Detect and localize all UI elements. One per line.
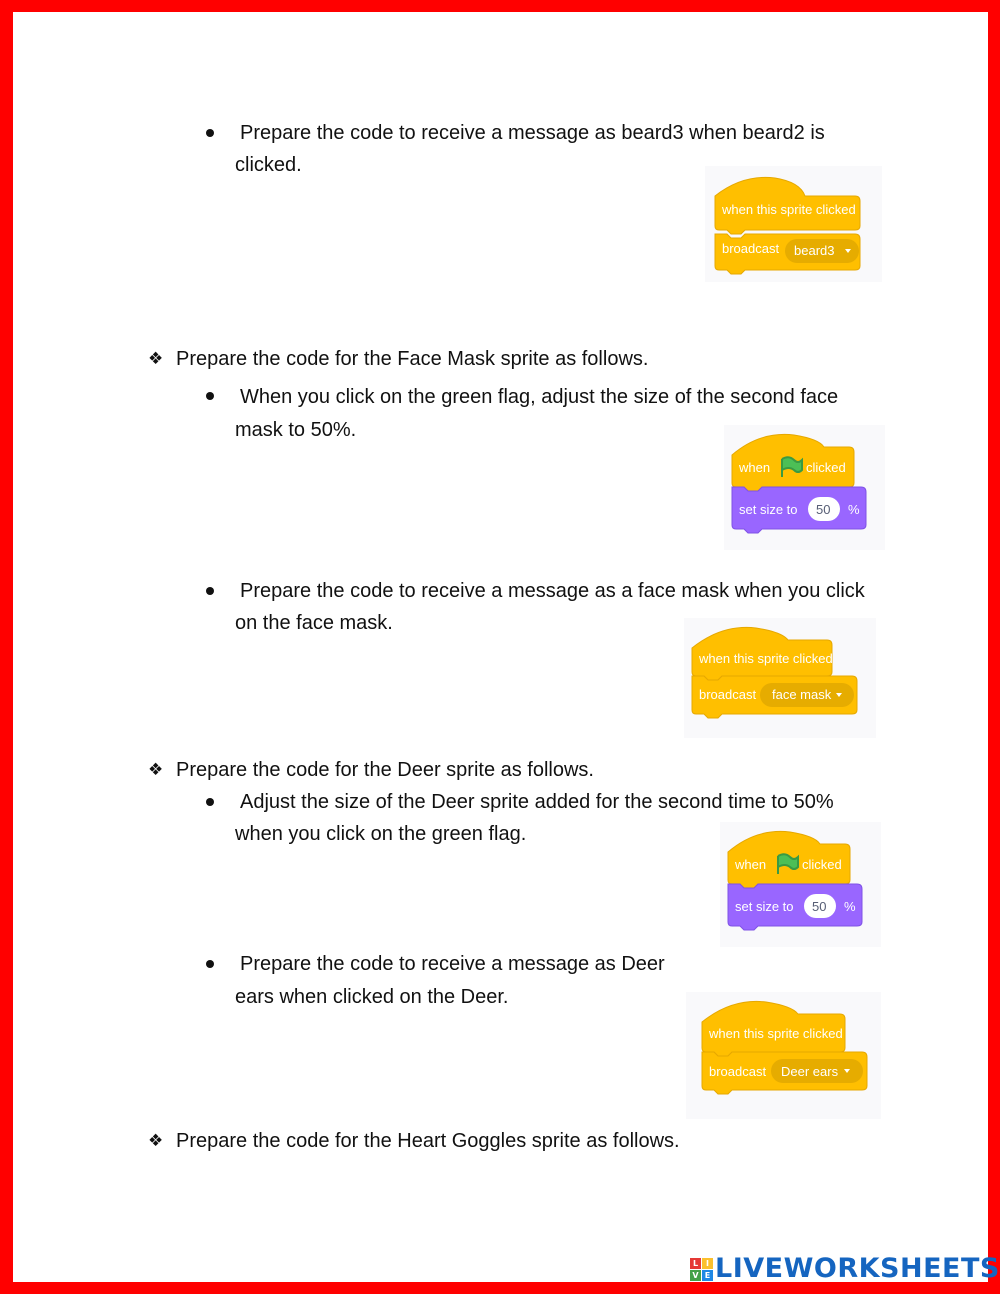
percent-label: %: [848, 502, 860, 517]
hat-label: when this sprite clicked: [709, 1026, 843, 1041]
instruction-line: Adjust the size of the Deer sprite added for the second time to 50%: [240, 791, 834, 813]
bullet-dot: [206, 587, 214, 595]
logo-wordmark: LIVEWORKSHEETS: [715, 1253, 1000, 1284]
hat-when-label: when: [739, 460, 771, 475]
instruction-line: Prepare the code to receive a message as Deer: [240, 953, 665, 975]
instruction-line: When you click on the green flag, adjust the size of the second face: [240, 386, 839, 408]
message-value: Deer ears: [781, 1064, 839, 1079]
instruction-line: mask to 50%.: [235, 419, 357, 441]
hat-when-label: when: [735, 857, 767, 872]
broadcast-label: broadcast: [699, 687, 757, 702]
section-heading: Prepare the code for the Face Mask sprite as follows.: [176, 348, 649, 370]
instruction-line: when you click on the green flag.: [235, 823, 527, 845]
code-block-broadcast-beard3: [705, 166, 882, 282]
bullet-dot: [206, 960, 214, 968]
diamond-bullet-icon: ❖: [148, 760, 164, 780]
code-block-set-size: [724, 425, 885, 550]
broadcast-label: broadcast: [709, 1064, 767, 1079]
broadcast-label: broadcast: [722, 241, 780, 256]
instruction-line: Prepare the code to receive a message as a face mask when you click: [240, 580, 865, 602]
size-value: 50: [816, 502, 831, 517]
diamond-bullet-icon: ❖: [148, 1131, 164, 1151]
section-heading: Prepare the code for the Deer sprite as follows.: [176, 759, 594, 781]
hat-clicked-label: clicked: [802, 857, 842, 872]
logo-mark-icon: L I V E: [690, 1258, 713, 1281]
hat-label: when this sprite clicked: [699, 651, 833, 666]
message-value: face mask: [772, 687, 832, 702]
percent-label: %: [844, 899, 856, 914]
hat-clicked-label: clicked: [806, 460, 846, 475]
size-value: 50: [812, 899, 827, 914]
set-size-label: set size to: [735, 899, 794, 914]
set-size-label: set size to: [739, 502, 798, 517]
instruction-line: ears when clicked on the Deer.: [235, 986, 509, 1008]
diamond-bullet-icon: ❖: [148, 349, 164, 369]
bullet-dot: [206, 798, 214, 806]
bullet-dot: [206, 129, 214, 137]
section-heading: Prepare the code for the Heart Goggles sprite as follows.: [176, 1130, 680, 1152]
liveworksheets-logo: [690, 1254, 1000, 1284]
code-block-set-size: [720, 822, 881, 947]
instruction-line: Prepare the code to receive a message as beard3 when beard2 is: [240, 122, 825, 144]
bullet-dot: [206, 392, 214, 400]
instruction-line: clicked.: [235, 154, 302, 176]
hat-label: when this sprite clicked: [722, 202, 856, 217]
instruction-line: on the face mask.: [235, 612, 393, 634]
code-block-broadcast-face-mask: [684, 618, 876, 738]
code-block-broadcast-deer-ears: [686, 992, 881, 1119]
message-value: beard3: [794, 243, 835, 258]
